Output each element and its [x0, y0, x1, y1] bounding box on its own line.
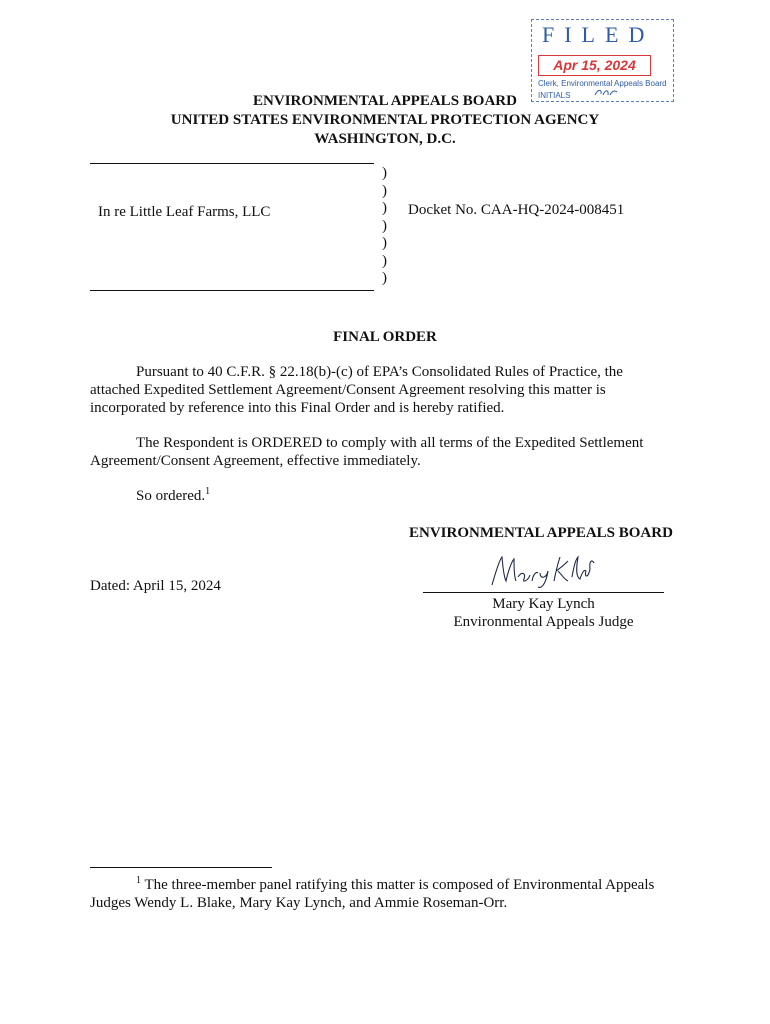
- stamp-filed-word: FILED: [542, 22, 655, 47]
- order-para2-line1: The Respondent is ORDERED to comply with all terms of the Expedited Settlement: [136, 435, 644, 451]
- order-title: FINAL ORDER: [333, 329, 437, 345]
- caption-bottom-rule: [90, 290, 374, 291]
- order-para2-line2: Agreement/Consent Agreement, effective immediately.: [90, 453, 421, 469]
- order-para1-line2: attached Expedited Settlement Agreement/Consent Agreement resolving this matter is: [90, 382, 606, 398]
- signer-title: Environmental Appeals Judge: [453, 614, 634, 630]
- stamp-initials-label: INITIALS: [538, 91, 571, 100]
- footnote-mark: 1: [136, 875, 141, 886]
- paren: ): [382, 252, 387, 269]
- stamp-date: Apr 15, 2024: [538, 55, 651, 76]
- header-agency-name: UNITED STATES ENVIRONMENTAL PROTECTION AGENCY: [170, 112, 600, 128]
- paren: ): [382, 217, 387, 234]
- signature-line: [423, 592, 664, 593]
- paren: ): [382, 200, 387, 216]
- filed-stamp: [531, 19, 674, 102]
- handwritten-signature: [488, 551, 598, 591]
- footnote-ref[interactable]: 1: [205, 486, 211, 497]
- docket-number: Docket No. CAA-HQ-2024-008451: [408, 202, 625, 218]
- caption-party: In re Little Leaf Farms, LLC: [98, 204, 271, 220]
- paren: ): [382, 270, 387, 286]
- caption-paren-column: [382, 165, 387, 288]
- caption-top-rule: [90, 163, 374, 164]
- footnote-line1: [136, 876, 654, 894]
- paren: ): [382, 182, 387, 199]
- so-ordered-text: So ordered.: [136, 488, 206, 504]
- footnote-rule: [90, 867, 272, 868]
- header-agency-location: WASHINGTON, D.C.: [314, 131, 456, 147]
- paren: ): [382, 235, 387, 251]
- so-ordered: [136, 487, 210, 505]
- header-agency-board: ENVIRONMENTAL APPEALS BOARD: [253, 93, 517, 109]
- signature-board-name: ENVIRONMENTAL APPEALS BOARD: [409, 525, 673, 541]
- stamp-clerk-label: Clerk, Environmental Appeals Board: [538, 79, 667, 88]
- signer-name: Mary Kay Lynch: [492, 596, 595, 612]
- footnote-line2: Judges Wendy L. Blake, Mary Kay Lynch, and Ammie Roseman-Orr.: [90, 895, 508, 911]
- paren: ): [382, 165, 387, 181]
- footnote-text-line1: The three-member panel ratifying this matter is composed of Environmental Appeals: [141, 877, 655, 893]
- dated-line: Dated: April 15, 2024: [90, 578, 221, 594]
- order-para1-line3: incorporated by reference into this Final Order and is hereby ratified.: [90, 400, 505, 416]
- order-para1-line1: Pursuant to 40 C.F.R. § 22.18(b)-(c) of EPA’s Consolidated Rules of Practice, the: [136, 364, 623, 380]
